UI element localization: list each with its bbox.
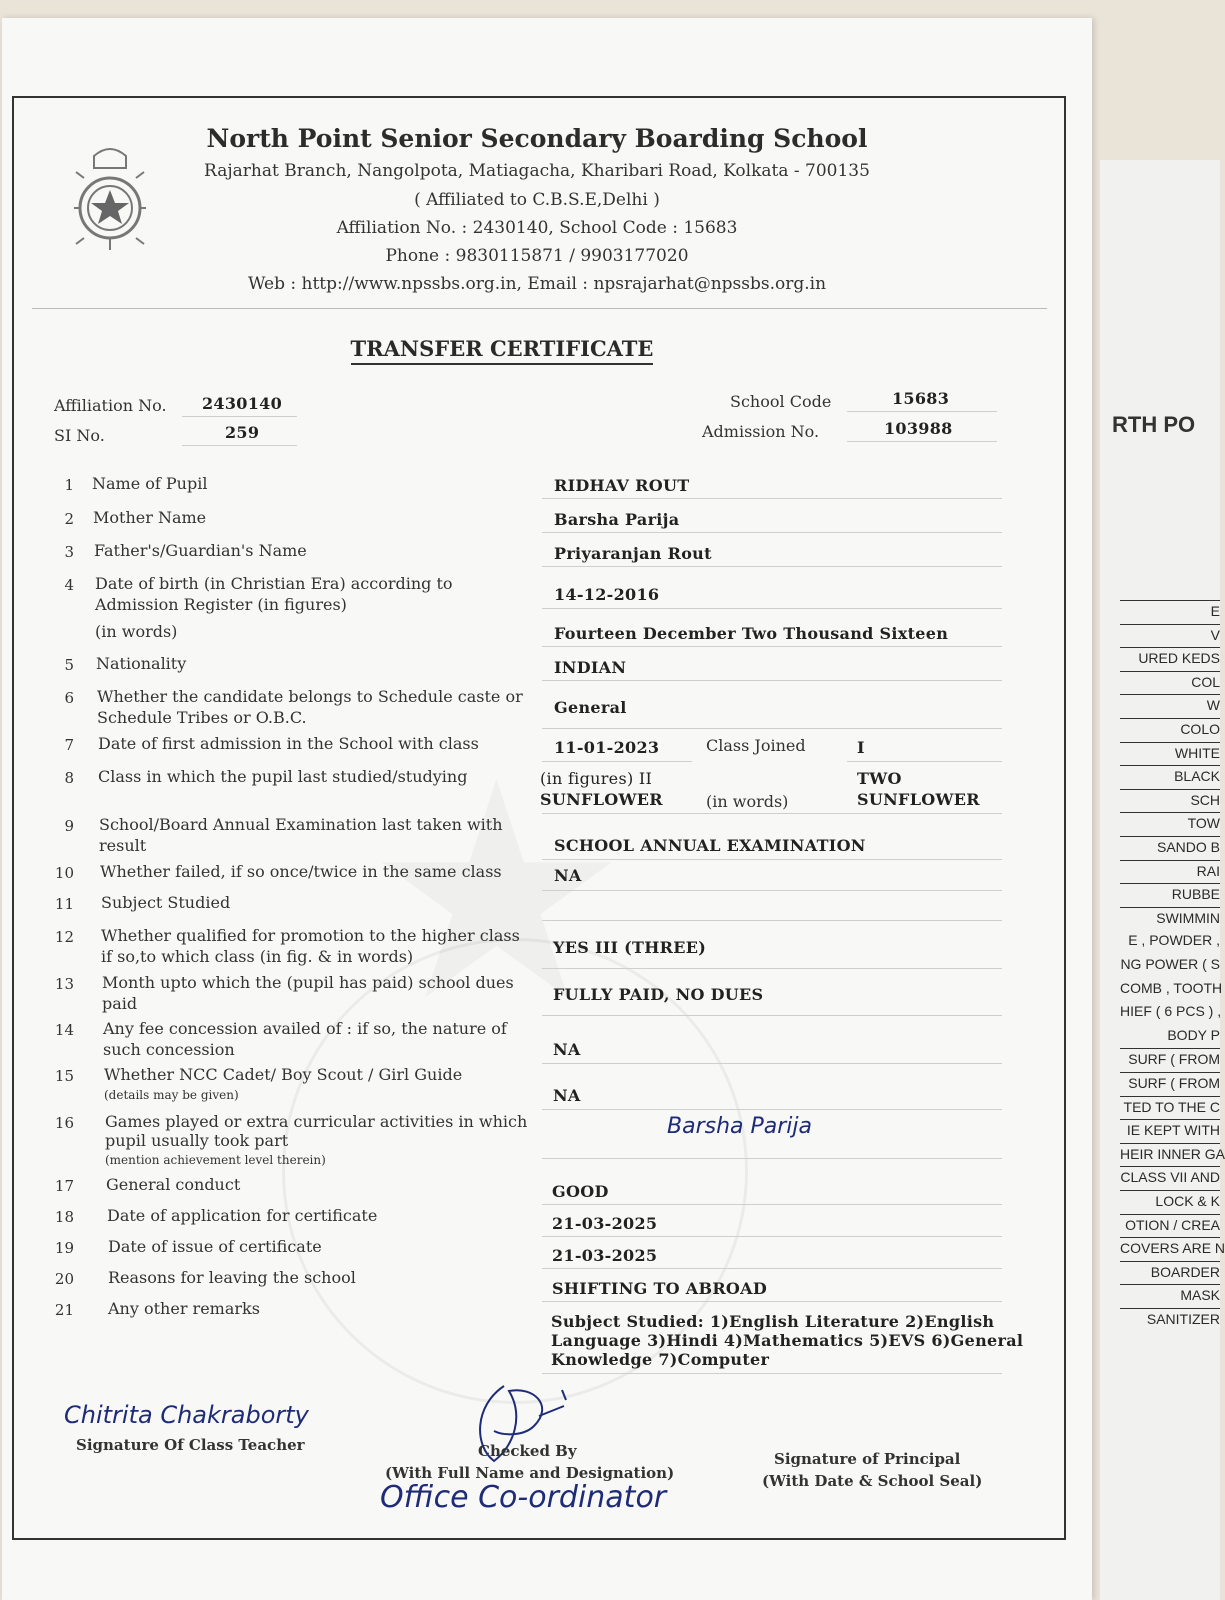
background-paper-item: SURF ( FROM [1120, 1048, 1220, 1067]
school-address: Rajarhat Branch, Nangolpota, Matiagacha, Kharibari Road, Kolkata - 700135 [204, 161, 870, 181]
row-line [542, 761, 692, 762]
row-value: 11-01-2023 [554, 738, 660, 757]
background-paper-item: COMB , TOOTH [1120, 980, 1223, 996]
row-line [542, 920, 1002, 921]
background-paper-item: TED TO THE C [1120, 1096, 1220, 1115]
row-line [542, 890, 1002, 891]
row-question-line1: Whether the candidate belongs to Schedule caste or [97, 687, 523, 706]
row-value: Priyaranjan Rout [554, 544, 712, 563]
row-value: SHIFTING TO ABROAD [552, 1279, 768, 1298]
row-question-line1: School/Board Annual Examination last taken with [99, 815, 503, 834]
row-question-line2: Admission Register (in figures) [95, 595, 347, 614]
row-question-line2: such concession [103, 1040, 235, 1059]
row-question: General conduct [106, 1175, 241, 1194]
remarks-line3: Knowledge 7)Computer [551, 1350, 770, 1369]
background-paper-item: RAI [1120, 860, 1220, 879]
row-line [542, 1373, 1002, 1374]
row-line [542, 680, 1002, 681]
background-paper-item: CLASS VII AND [1120, 1166, 1220, 1185]
row-number: 2 [64, 510, 74, 528]
row-question: Name of Pupil [92, 474, 208, 493]
class-figures-section: SUNFLOWER [540, 790, 663, 809]
row-question-line2: paid [102, 994, 138, 1013]
row-value: General [554, 698, 627, 717]
row-number: 19 [54, 1239, 74, 1257]
row-number: 3 [64, 543, 74, 561]
principal-signature-label: Signature of Principal [774, 1450, 961, 1468]
checked-by-designation-label: (With Full Name and Designation) [385, 1464, 675, 1482]
row-line [542, 1063, 1002, 1064]
row-number: 7 [64, 736, 74, 754]
school-name: North Point Senior Secondary Boarding School [206, 124, 868, 153]
background-paper-item: HIEF ( 6 PCS ) , [1120, 1003, 1222, 1019]
row-question-line1: Date of birth (in Christian Era) according to [95, 574, 453, 593]
row-line [542, 859, 1002, 860]
background-paper-item: MASK [1120, 1284, 1220, 1303]
background-paper-item: COVERS ARE N [1120, 1237, 1220, 1256]
row-question-line2: pupil usually took part [105, 1131, 289, 1150]
row-question: Nationality [96, 654, 187, 673]
class-joined-label: Class Joined [706, 736, 806, 755]
row-question: Mother Name [93, 508, 207, 527]
background-paper-item: IE KEPT WITH [1120, 1119, 1220, 1138]
si-no-value: 259 [225, 423, 260, 442]
row-number: 11 [54, 895, 74, 913]
row-line [542, 1158, 1002, 1159]
row-line [542, 1204, 1002, 1205]
row-line [542, 1268, 1002, 1269]
row-line [542, 728, 1002, 729]
school-code-value: 15683 [892, 389, 950, 408]
row-value: SCHOOL ANNUAL EXAMINATION [554, 836, 866, 855]
row-value: 21-03-2025 [552, 1246, 658, 1265]
admission-no-label: Admission No. [702, 422, 820, 441]
row-question-line1: Any fee concession availed of : if so, the nature of [103, 1019, 507, 1038]
row-question: Date of first admission in the School with class [98, 734, 479, 753]
row-number: 5 [64, 656, 74, 674]
row-question: (in words) [95, 622, 178, 641]
background-paper-item: OTION / CREA [1120, 1214, 1220, 1233]
background-paper-item: RUBBE [1120, 883, 1220, 902]
row-question-note [105, 1149, 326, 1170]
row-line [542, 608, 1002, 609]
background-paper-item: SANDO B [1120, 836, 1220, 855]
class-words-label: (in words) [706, 792, 789, 811]
certificate-title-text: TRANSFER CERTIFICATE [351, 336, 654, 365]
row-question-line1: Whether qualified for promotion to the higher class [101, 926, 520, 945]
row-value: Fourteen December Two Thousand Sixteen [554, 624, 949, 643]
row-number: 12 [54, 928, 74, 946]
row-value: FULLY PAID, NO DUES [553, 985, 764, 1004]
principal-seal-label: (With Date & School Seal) [762, 1472, 983, 1490]
row-number: 13 [54, 975, 74, 993]
row-question-note [104, 1084, 239, 1105]
affiliation-no-label: Affiliation No. [54, 396, 167, 415]
row-value: NA [554, 866, 582, 885]
background-paper-item: W [1120, 694, 1220, 713]
class-teacher-signature-label: Signature Of Class Teacher [76, 1436, 305, 1454]
row-value: 21-03-2025 [552, 1214, 658, 1233]
row-question-note-text: (details may be given) [104, 1088, 239, 1102]
row-number: 9 [64, 817, 74, 835]
remarks-line1: Subject Studied: 1)English Literature 2)English [551, 1312, 995, 1331]
school-affiliation-body: ( Affiliated to C.B.S.E,Delhi ) [414, 190, 660, 210]
row-question-line2: result [99, 836, 147, 855]
row-number: 8 [64, 769, 74, 787]
affiliation-no-line [182, 416, 297, 417]
background-paper-item: COL [1120, 671, 1220, 690]
class-teacher-handwritten-signature: Chitrita Chakraborty [64, 1401, 309, 1429]
row-number: 15 [54, 1067, 74, 1085]
background-paper-item: SCH [1120, 789, 1220, 808]
background-paper-item: E , POWDER , [1128, 932, 1220, 948]
row-question: Reasons for leaving the school [108, 1268, 356, 1287]
background-paper-item: E [1120, 600, 1220, 619]
certificate-title [2, 336, 1002, 361]
row-number: 6 [64, 689, 74, 707]
row-number: 20 [54, 1270, 74, 1288]
row-value: INDIAN [554, 658, 627, 677]
row-value: 14-12-2016 [554, 585, 660, 604]
si-no-line [182, 445, 297, 446]
si-no-label: SI No. [54, 426, 105, 445]
row-question: Date of application for certificate [107, 1206, 378, 1225]
row-line [542, 1236, 1002, 1237]
row-line [542, 566, 1002, 567]
row-question: Class in which the pupil last studied/studying [98, 767, 468, 786]
row-number: 10 [54, 864, 74, 882]
row-number: 18 [54, 1208, 74, 1226]
row-value: Barsha Parija [554, 510, 680, 529]
row-line [542, 1109, 1002, 1110]
school-web-email: Web : http://www.npssbs.org.in, Email : npsrajarhat@npssbs.org.in [247, 274, 827, 294]
background-paper-item: COLO [1120, 718, 1220, 737]
class-joined-value: I [857, 738, 865, 757]
background-paper-item: WHITE [1120, 742, 1220, 761]
row-value: RIDHAV ROUT [554, 476, 690, 495]
school-code-line [847, 411, 997, 412]
background-paper-item: SANITIZER [1120, 1308, 1220, 1327]
row-value: NA [553, 1040, 581, 1059]
background-paper [1100, 160, 1225, 1600]
row-number: 16 [54, 1114, 74, 1132]
row-number: 14 [54, 1021, 74, 1039]
row-value: NA [553, 1086, 581, 1105]
row-value: GOOD [552, 1182, 609, 1201]
row-value: YES III (THREE) [553, 938, 707, 957]
row-number: 17 [54, 1177, 74, 1195]
row-question-line1: Whether NCC Cadet/ Boy Scout / Girl Guide [104, 1065, 463, 1084]
remarks-line2: Language 3)Hindi 4)Mathematics 5)EVS 6)General [551, 1331, 1024, 1350]
mother-handwritten-signature: Barsha Parija [667, 1114, 812, 1139]
row-question-line2: if so,to which class (in fig. & in words) [101, 947, 414, 966]
row-number: 21 [54, 1301, 74, 1319]
row-question-note-text: (mention achievement level therein) [105, 1153, 326, 1167]
row-question-line1: Games played or extra curricular activities in which [105, 1112, 528, 1131]
office-coordinator-handwriting: Office Co-ordinator [380, 1480, 667, 1515]
background-paper-item: SURF ( FROM [1120, 1072, 1220, 1091]
background-paper-item: NG POWER ( S [1120, 956, 1220, 972]
class-words-section: SUNFLOWER [857, 790, 980, 809]
row-question-line2: Schedule Tribes or O.B.C. [97, 708, 307, 727]
affiliation-no-value: 2430140 [202, 394, 283, 413]
row-question-line1: Month upto which the (pupil has paid) school dues [102, 973, 514, 992]
school-phone: Phone : 9830115871 / 9903177020 [385, 246, 689, 266]
row-number: 1 [64, 476, 74, 494]
background-paper-item: HEIR INNER GA [1120, 1143, 1220, 1162]
admission-no-line [847, 441, 997, 442]
background-paper-item: URED KEDS [1120, 647, 1220, 666]
row-line [542, 813, 1002, 814]
row-number: 4 [64, 576, 74, 594]
admission-no-value: 103988 [884, 419, 953, 438]
background-paper-heading: RTH PO [1112, 412, 1196, 437]
row-question: Date of issue of certificate [108, 1237, 322, 1256]
row-line [542, 532, 1002, 533]
background-paper-item: V [1120, 624, 1220, 643]
background-paper-item: SWIMMIN [1120, 907, 1220, 926]
background-paper-item: BODY P [1167, 1027, 1220, 1043]
class-words-value: TWO [857, 769, 902, 788]
row-line [542, 1015, 1002, 1016]
row-question: Father's/Guardian's Name [94, 541, 307, 560]
transfer-certificate-page [2, 18, 1092, 1600]
row-line [542, 1301, 1002, 1302]
row-question: Any other remarks [108, 1299, 260, 1318]
background-paper-item: LOCK & K [1120, 1190, 1220, 1209]
row-line [542, 968, 1002, 969]
class-joined-line [847, 761, 1002, 762]
school-code-label: School Code [730, 392, 832, 411]
class-figures-label: (in figures) II [540, 769, 653, 788]
school-affiliation-codes: Affiliation No. : 2430140, School Code : 15683 [336, 218, 738, 238]
row-line [542, 646, 1002, 647]
row-line [542, 498, 1002, 499]
row-question: Subject Studied [101, 893, 231, 912]
background-paper-item: BLACK [1120, 765, 1220, 784]
background-paper-item: BOARDER [1120, 1261, 1220, 1280]
header-divider [32, 308, 1047, 309]
checked-by-label: Checked By [478, 1442, 577, 1460]
row-question: Whether failed, if so once/twice in the same class [100, 862, 502, 881]
background-paper-item: TOW [1120, 812, 1220, 831]
